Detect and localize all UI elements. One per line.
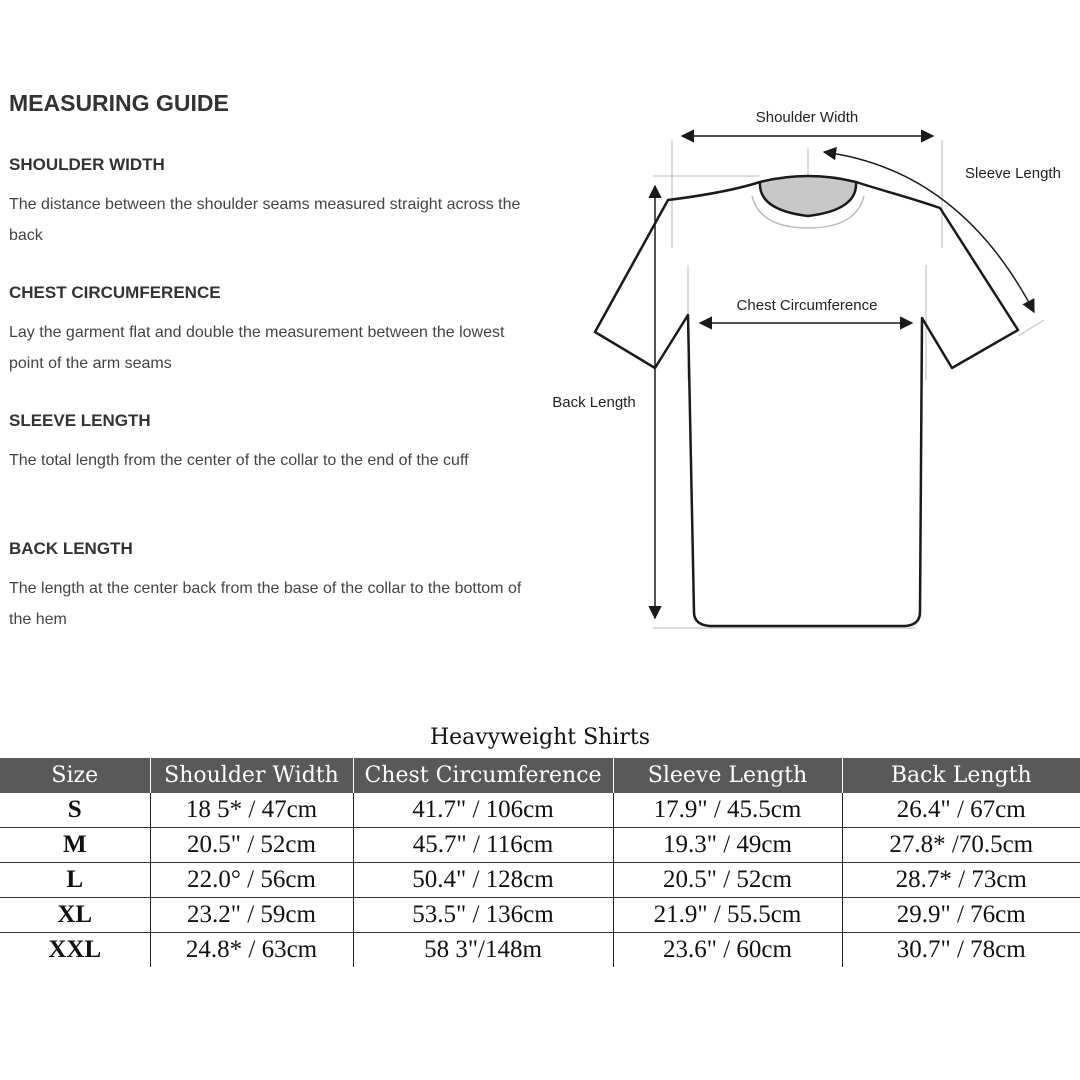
size-cell: XL [0,898,150,933]
shoulder-width-cell: 20.5" / 52cm [150,828,353,863]
table-title: Heavyweight Shirts [429,725,651,750]
header-size: Size [0,758,150,793]
chest-circumference-cell: 41.7" / 106cm [353,793,613,828]
section-heading: SLEEVE LENGTH [9,411,151,430]
chest-circumference-cell: 50.4" / 128cm [353,863,613,898]
back-length-cell: 27.8* /70.5cm [842,828,1080,863]
sleeve-length-cell: 23.6" / 60cm [613,933,842,968]
shoulder-width-cell: 24.8* / 63cm [150,933,353,968]
section-description: The distance between the shoulder seams measured straight across the back [9,196,521,244]
section-description: The total length from the center of the collar to the end of the cuff [9,452,469,469]
size-cell: L [0,863,150,898]
shoulder-width-cell: 18 5* / 47cm [150,793,353,828]
chest-circumference-label: Chest Circumference [736,297,878,314]
sleeve-length-cell: 19.3" / 49cm [613,828,842,863]
table-header-row [0,758,1080,793]
shoulder-width-label: Shoulder Width [755,109,859,126]
header-back-length: Back Length [842,758,1080,793]
back-length-cell: 26.4" / 67cm [842,793,1080,828]
section-description: The length at the center back from the base of the collar to the bottom of the hem [9,580,522,628]
chest-circumference-cell: 45.7" / 116cm [353,828,613,863]
size-chart-table [0,758,1080,967]
table-row [0,863,1080,898]
guide-lines [653,140,1044,628]
header-sleeve-length: Sleeve Length [613,758,842,793]
sleeve-length-cell: 20.5" / 52cm [613,863,842,898]
shoulder-width-cell: 22.0° / 56cm [150,863,353,898]
sleeve-length-cell: 17.9" / 45.5cm [613,793,842,828]
back-length-cell: 30.7" / 78cm [842,933,1080,968]
back-length-cell: 29.9" / 76cm [842,898,1080,933]
section-description: Lay the garment flat and double the measurement between the lowest point of the arm seams [9,324,505,372]
size-cell: S [0,793,150,828]
header-shoulder-width: Shoulder Width [150,758,353,793]
chest-circumference-cell: 53.5" / 136cm [353,898,613,933]
sleeve-length-label: Sleeve Length [965,165,1061,182]
sleeve-length-cell: 21.9" / 55.5cm [613,898,842,933]
table-row [0,898,1080,933]
collar-shape [760,176,856,216]
table-row [0,828,1080,863]
size-cell: M [0,828,150,863]
section-heading: BACK LENGTH [9,539,133,558]
measuring-guide-title: MEASURING GUIDE [9,90,229,116]
section-heading: SHOULDER WIDTH [9,155,165,174]
chest-circumference-cell: 58 3"/148m [353,933,613,968]
back-length-cell: 28.7* / 73cm [842,863,1080,898]
tshirt-outline [595,182,1018,626]
section-heading: CHEST CIRCUMFERENCE [9,283,221,302]
table-row [0,793,1080,828]
table-row [0,933,1080,968]
header-chest-circumference: Chest Circumference [353,758,613,793]
size-cell: XXL [48,936,102,963]
shoulder-width-cell: 23.2" / 59cm [150,898,353,933]
back-length-label: Back Length [552,394,636,411]
